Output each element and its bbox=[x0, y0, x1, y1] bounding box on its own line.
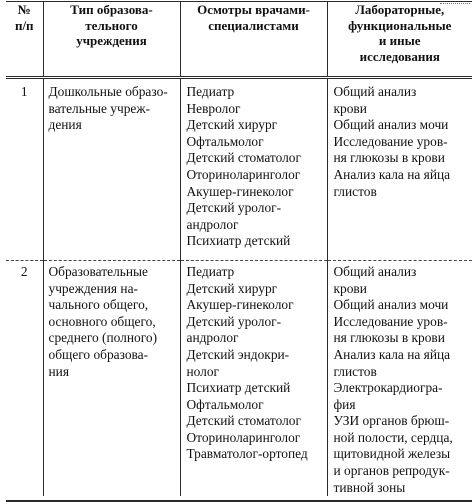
doctor-item: андролог bbox=[186, 216, 239, 232]
doctor-item: Педиатр bbox=[186, 263, 235, 279]
header-type-line: Тип образова- bbox=[70, 2, 153, 17]
institution-type-cell bbox=[43, 260, 180, 496]
lab-item: ной полости, сердца, bbox=[333, 429, 453, 445]
cell-line: основного общего, bbox=[48, 313, 156, 329]
header-num bbox=[6, 2, 43, 78]
medical-exam-table bbox=[6, 1, 472, 496]
doctor-item: Невролог bbox=[186, 100, 241, 116]
cell-line: учреждения на- bbox=[48, 280, 138, 296]
table-header-row bbox=[6, 2, 472, 78]
lab-item: Анализ кала на яйца bbox=[333, 346, 451, 362]
doctor-item: Травматолог-ортопед bbox=[186, 446, 308, 462]
lab-list-cell bbox=[327, 78, 472, 261]
cell-line: чального общего, bbox=[48, 297, 149, 313]
lab-item: Исследование уров- bbox=[333, 133, 448, 149]
doctor-list-cell bbox=[180, 260, 327, 496]
doctor-item: Психиатр детский bbox=[186, 380, 291, 396]
lab-item: Электрокардиогра- bbox=[333, 380, 443, 396]
header-doctor-exams bbox=[180, 2, 327, 78]
lab-item: ня глюкозы в крови bbox=[333, 330, 445, 346]
lab-item: и органов репродук- bbox=[333, 463, 450, 479]
header-labs-line: Лабораторные, bbox=[355, 2, 445, 17]
header-doctors-line: специалистами bbox=[208, 17, 299, 33]
doctor-item: нолог bbox=[186, 363, 220, 379]
table-row bbox=[6, 260, 472, 496]
doctor-item: Детский хирург bbox=[186, 280, 278, 296]
lab-item: Анализ кала на яйца bbox=[333, 166, 451, 182]
cell-line: Образовательные bbox=[48, 263, 148, 279]
cell-line: общего образова- bbox=[48, 346, 149, 362]
doctor-item: андролог bbox=[186, 330, 239, 346]
lab-item: Общий анализ мочи bbox=[333, 297, 449, 313]
lab-item: Общий анализ bbox=[333, 84, 417, 99]
header-num-line: п/п bbox=[14, 17, 34, 33]
doctor-item: Акушер-гинеколог bbox=[186, 183, 294, 199]
header-institution-type bbox=[43, 2, 180, 78]
doctor-item: Детский эндокри- bbox=[186, 346, 290, 362]
doctor-list-cell bbox=[180, 78, 327, 261]
lab-item: глистов bbox=[333, 183, 377, 199]
doctor-item: Акушер-гинеколог bbox=[186, 297, 294, 313]
lab-list-cell bbox=[327, 260, 472, 496]
header-type-line: учреждения bbox=[76, 33, 147, 48]
lab-item: щитовидной железы bbox=[333, 446, 451, 462]
header-labs-line: исследования bbox=[359, 48, 440, 64]
cell-line: Дошкольные образо- bbox=[48, 84, 168, 99]
header-type-line: тельного bbox=[85, 17, 138, 33]
row-number: 2 bbox=[6, 260, 43, 496]
doctor-item: Психиатр детский bbox=[186, 233, 291, 249]
doctor-item: Педиатр bbox=[186, 84, 235, 99]
header-doctors-line: Осмотры врачами- bbox=[197, 2, 310, 17]
doctor-item: Офтальмолог bbox=[186, 396, 264, 412]
header-labs-line: функциональные bbox=[348, 17, 452, 33]
cell-line: ния bbox=[48, 363, 69, 379]
cell-line: вательные учреж- bbox=[48, 100, 151, 116]
header-labs-line: и иные bbox=[378, 33, 421, 48]
lab-item: Общий анализ bbox=[333, 263, 417, 279]
doctor-item: Детский уролог- bbox=[186, 313, 282, 329]
table-row bbox=[6, 78, 472, 261]
lab-item: глистов bbox=[333, 363, 377, 379]
header-num-line: № bbox=[17, 2, 31, 17]
doctor-item: Оториноларинголог bbox=[186, 429, 301, 445]
doctor-item: Детский уролог- bbox=[186, 200, 282, 216]
lab-item: крови bbox=[333, 280, 367, 296]
lab-item: крови bbox=[333, 100, 367, 116]
table-bottom-rule bbox=[6, 500, 472, 502]
doctor-item: Детский хирург bbox=[186, 117, 278, 133]
lab-item: ня глюкозы в крови bbox=[333, 150, 445, 166]
lab-item: тивной зоны bbox=[333, 479, 406, 495]
lab-item: УЗИ органов брюш- bbox=[333, 413, 450, 429]
lab-item: Общий анализ мочи bbox=[333, 117, 449, 133]
row-number: 1 bbox=[6, 78, 43, 261]
institution-type-cell bbox=[43, 78, 180, 261]
doctor-item: Детский стоматолог bbox=[186, 150, 301, 166]
header-lab-tests bbox=[327, 2, 472, 78]
doctor-item: Офтальмолог bbox=[186, 133, 264, 149]
cell-line: среднего (полного) bbox=[48, 330, 158, 346]
lab-item: фия bbox=[333, 396, 356, 412]
cell-line: дения bbox=[48, 117, 82, 133]
doctor-item: Детский стоматолог bbox=[186, 413, 301, 429]
lab-item: Исследование уров- bbox=[333, 313, 448, 329]
doctor-item: Оториноларинголог bbox=[186, 166, 301, 182]
